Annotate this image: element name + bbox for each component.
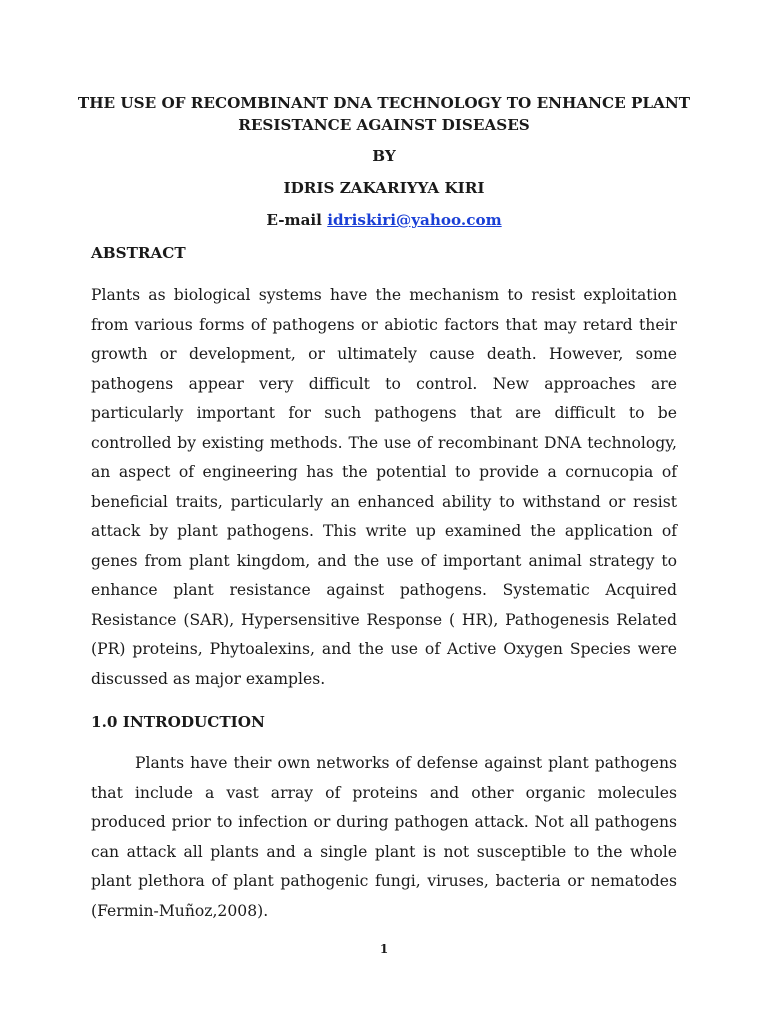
email-label: E-mail	[266, 211, 328, 229]
by-label: BY	[372, 147, 396, 165]
page-number: 1	[379, 942, 389, 956]
introduction-heading: 1.0 INTRODUCTION	[91, 713, 265, 731]
document-title: THE USE OF RECOMBINANT DNA TECHNOLOGY TO ENHANCE PLANT RESISTANCE AGAINST DISEASES	[77, 94, 691, 134]
abstract-paragraph: Plants as biological systems have the mechanism to resist exploitation from various forms of pathogens or abiotic factors that may retard their growth or development, or ultimately cause death. However, some pathogens appear very difficult to control. New approaches are particularly important for such pathogens that are difficult to be controlled by existing methods. The use of recombinant DNA technology, an aspect of engineering has the potential to provide a cornucopia of beneficial traits, particularly an enhanced ability to withstand or resist attack by plant pathogens. This write up examined the application of genes from plant kingdom, and the use of important animal strategy to enhance plant resistance against pathogens. Systematic Acquired Resistance (SAR), Hypersensitive Response ( HR), Pathogenesis Related (PR) proteins, Phytoalexins, and the use of Active Oxygen Species were discussed as major examples.	[91, 286, 677, 688]
email-line	[0, 209, 768, 231]
author-name: IDRIS ZAKARIYYA KIRI	[283, 179, 485, 197]
abstract-heading: ABSTRACT	[91, 244, 186, 262]
email-link[interactable]: idriskiri@yahoo.com	[327, 211, 502, 229]
introduction-paragraph: Plants have their own networks of defense against plant pathogens that include a vast array of proteins and other organic molecules produced prior to infection or during pathogen attack. Not all pathogens can attack all plants and a single plant is not susceptible to the whole plant plethora of plant pathogenic fungi, viruses, bacteria or nematodes (Fermin-Muñoz,2008).	[91, 754, 677, 920]
